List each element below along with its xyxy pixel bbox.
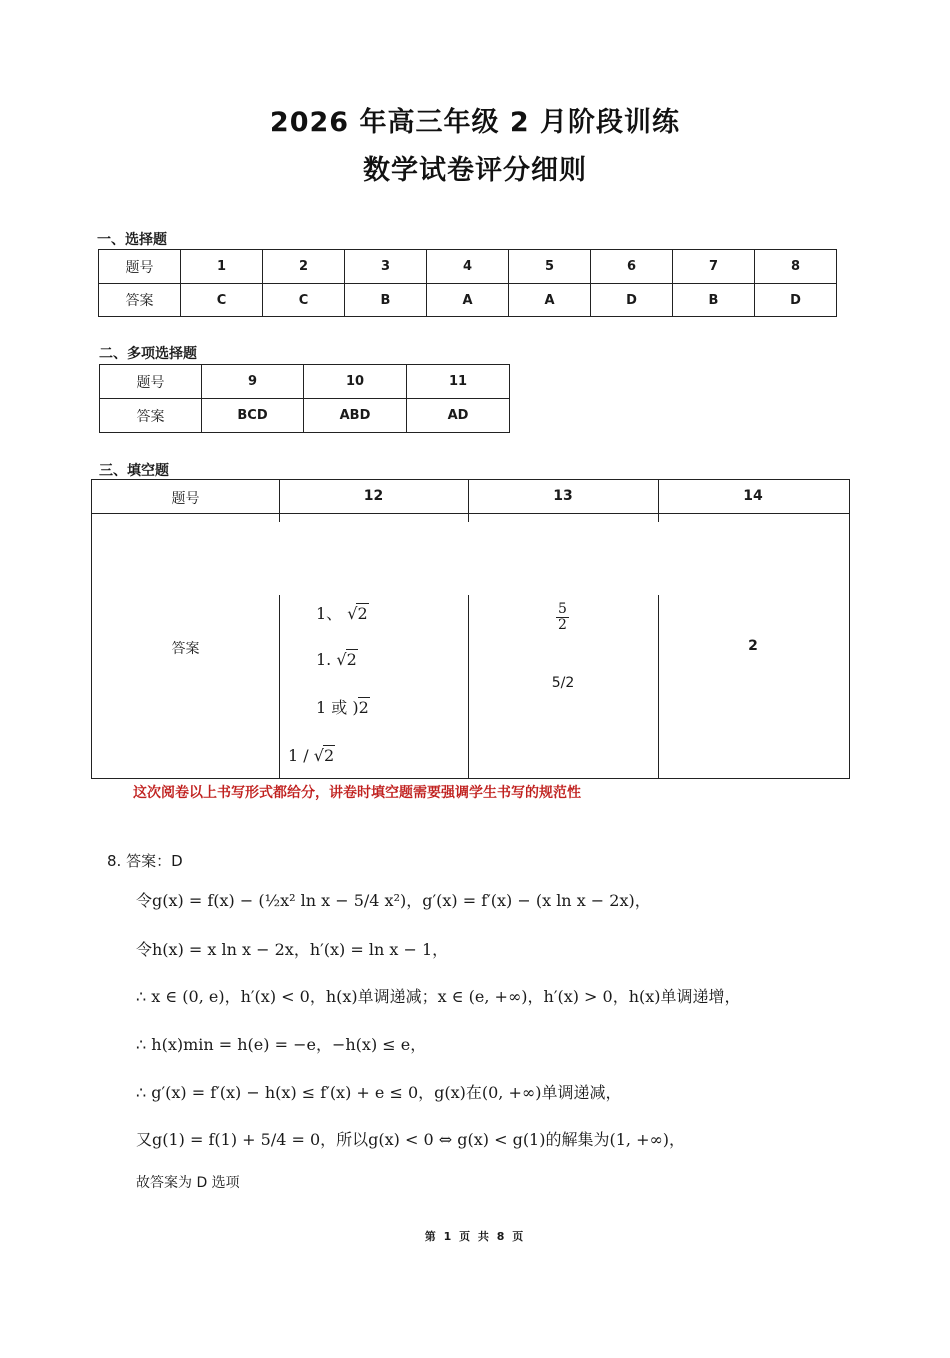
- answer-cell: A: [427, 284, 509, 317]
- choice-answer-table: [98, 249, 837, 317]
- sqrt-symbol: √2: [347, 604, 368, 623]
- radicand: 2: [357, 604, 368, 623]
- solution-line: 令g(x) = f(x) − (½x² ln x − 5/4 x²)，g′(x) = f′(x) − (x ln x − 2x)，: [136, 891, 651, 910]
- answer-prefix: 1 /: [288, 746, 309, 765]
- q13-slash-answer: 5/2: [551, 675, 575, 691]
- solution-line: ∴ h(x)min = h(e) = −e，−h(x) ≤ e，: [136, 1035, 427, 1054]
- solution-line: 令h(x) = x ln x − 2x，h′(x) = ln x − 1，: [136, 940, 449, 959]
- question-number: 4: [427, 250, 509, 284]
- answer-prefix: 1 或: [316, 698, 348, 717]
- fraction: [556, 602, 569, 632]
- page-title: 2026 年高三年级 2 月阶段训练: [269, 107, 681, 138]
- q14-answer: 2: [748, 638, 758, 654]
- answer-cell: AD: [407, 399, 510, 433]
- radicand: 2: [346, 650, 357, 669]
- solution-line: ∴ x ∈ (0, e)，h′(x) < 0，h(x)单调递减；x ∈ (e, +∞)，h′(x) > 0，h(x)单调递增，: [136, 987, 741, 1006]
- sqrt-symbol: )2: [352, 698, 369, 717]
- answer-cell: D: [755, 284, 837, 317]
- question-number: 12: [363, 488, 384, 504]
- row-label-answer: 答案: [171, 641, 200, 657]
- solution-line: 又g(1) = f(1) + 5/4 = 0，所以g(x) < 0 ⇔ g(x) < g(1)的解集为(1, +∞)，: [136, 1130, 686, 1149]
- question-number: 1: [181, 250, 263, 284]
- solution-line: ∴ g′(x) = f′(x) − h(x) ≤ f′(x) + e ≤ 0，g(x)在(0, +∞)单调递减，: [136, 1083, 622, 1102]
- page-subtitle: 数学试卷评分细则: [363, 155, 587, 186]
- page-footer: 第 1 页 共 8 页: [424, 1230, 526, 1243]
- section3-heading: 三、填空题: [99, 463, 169, 479]
- section1-heading: 一、选择题: [97, 232, 167, 248]
- row-label-answer: 答案: [99, 284, 181, 317]
- section2-heading: 二、多项选择题: [99, 346, 197, 362]
- radicand: 2: [323, 746, 335, 765]
- q12-answer-variant: [288, 745, 335, 765]
- answer-cell: ABD: [304, 399, 407, 433]
- table-gap: [93, 522, 848, 595]
- answer-cell: BCD: [202, 399, 304, 433]
- question-number: 13: [553, 488, 573, 504]
- answer-prefix: 1、: [316, 604, 343, 623]
- question-number: 8: [755, 250, 837, 284]
- solution-conclusion: 故答案为 D 选项: [136, 1175, 240, 1191]
- sqrt-symbol: √2: [313, 746, 335, 765]
- row-label-number: 题号: [99, 250, 181, 284]
- question-number: 10: [304, 365, 407, 399]
- answer-cell: C: [181, 284, 263, 317]
- fraction-denominator: 2: [558, 616, 567, 633]
- grading-note: 这次阅卷以上书写形式都给分，讲卷时填空题需要强调学生书写的规范性: [133, 785, 581, 801]
- question-number: 3: [345, 250, 427, 284]
- question-number: 11: [407, 365, 510, 399]
- q12-answer-variant: [316, 601, 369, 624]
- fraction-numerator: 5: [558, 601, 567, 617]
- question-number: 6: [591, 250, 673, 284]
- radicand: 2: [358, 698, 369, 717]
- question-number: 7: [673, 250, 755, 284]
- answer-cell: C: [263, 284, 345, 317]
- question-number: 14: [743, 488, 763, 504]
- answer-prefix: 1.: [316, 650, 332, 669]
- row-label-number: 题号: [171, 491, 200, 507]
- sqrt-symbol: √2: [336, 650, 357, 669]
- row-label-number: 题号: [100, 365, 202, 399]
- row-label-answer: 答案: [100, 399, 202, 433]
- question-number: 2: [263, 250, 345, 284]
- answer-cell: D: [591, 284, 673, 317]
- multi-choice-answer-table: [99, 364, 510, 433]
- answer-cell: B: [345, 284, 427, 317]
- answer-cell: A: [509, 284, 591, 317]
- q12-answer-variant: [316, 695, 370, 718]
- answer-cell: B: [673, 284, 755, 317]
- solution-heading: 8. 答案：D: [107, 852, 183, 870]
- fill-in-answer-table: [91, 479, 850, 779]
- q12-answer-variant: [316, 649, 358, 669]
- question-number: 9: [202, 365, 304, 399]
- table-divider: [92, 513, 849, 514]
- q13-fraction-answer: [556, 602, 569, 632]
- question-number: 5: [509, 250, 591, 284]
